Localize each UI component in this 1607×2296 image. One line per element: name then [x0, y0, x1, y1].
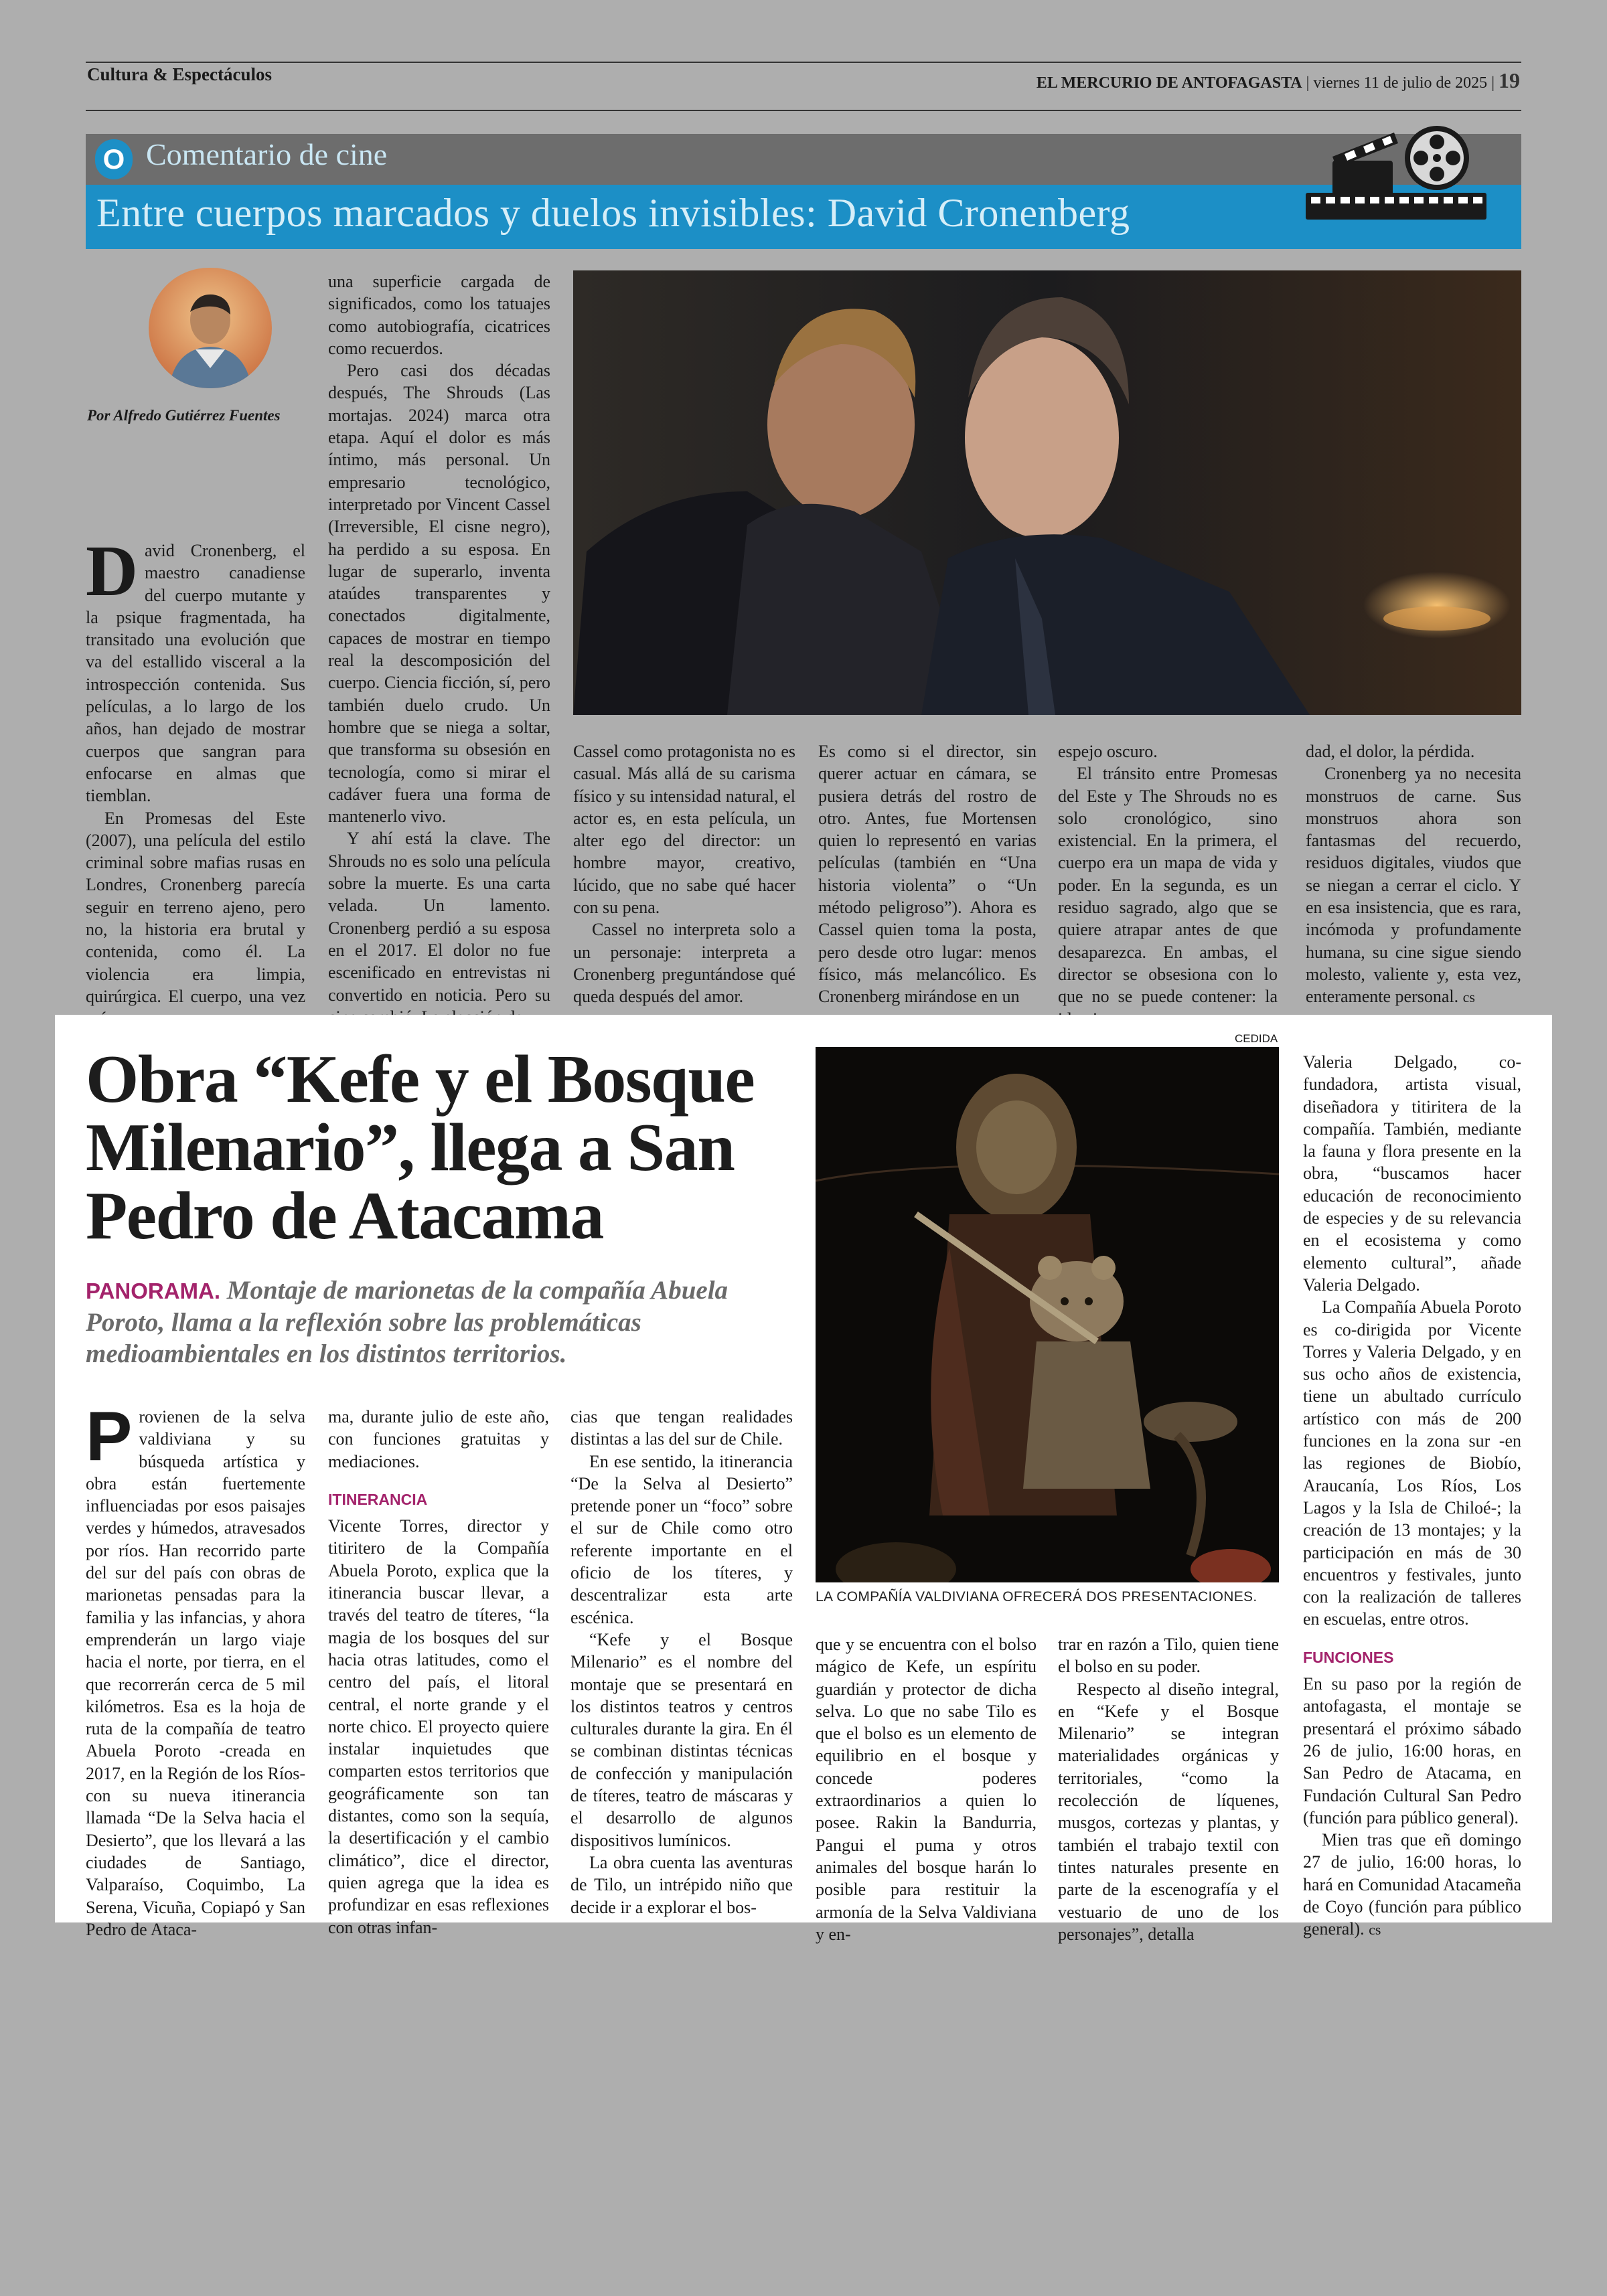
- paragraph-text: Mien tras que eñ domingo 27 de julio, 16:00 horas, lo hará en Comunidad Atacameña de Coyo (función para público general).: [1303, 1830, 1521, 1939]
- paragraph: una superficie cargada de significados, como los tatuajes como autobiografía, cicatrices como recuerdos.: [328, 272, 550, 358]
- paragraph: “Kefe y el Bosque Milenario” es el nombre del montaje que se presentará en los distintos teatros y centros culturales durante la gira. En él se combinan distintas técnicas de confección y manipulación de títeres, teatro de máscaras y el desarrollo de algunos dispositivos lumínicos.: [570, 1629, 793, 1850]
- opinion-badge: O: [95, 139, 133, 179]
- header-rule-top: [86, 62, 1521, 63]
- puppet-photo: [816, 1047, 1279, 1582]
- subhead-itinerancia: ITINERANCIA: [328, 1490, 428, 1508]
- dropcap: D: [86, 531, 138, 611]
- author-avatar: [149, 268, 272, 388]
- paragraph: Pero casi dos décadas después, The Shrouds (Las mortajas. 2024) marca otra etapa. Aquí el dolor es más íntimo, más personal. Un empresario tecnológico, interpretado por Vincent Cassel (Irreversible, El cisne negro), ha perdido a su esposa. En lugar de superarlo, inventa ataúdes transparentes y conectados digitalmente, capaces de mostrar en tiempo real la descomposición del cuerpo. Ciencia ficción, sí, pero también duelo crudo. Un hombre que se niega a soltar, que transforma su obsesión en tecnología, como si mirar el cadáver fuera una forma de mantenerlo vivo.: [328, 361, 550, 827]
- photo-caption: LA COMPAÑÍA VALDIVIANA OFRECERÁ DOS PRESENTACIONES.: [816, 1589, 1257, 1605]
- paragraph: [1306, 762, 1521, 1008]
- paragraph: La Compañía Abuela Poroto es co-dirigida por Vicente Torres y Valeria Delgado, y en sus ocho años de existencia, tiene un abultado currículo artístico con más de 200 funciones en la zona sur -en las regiones de Biobío, Araucanía, Los Ríos, Los Lagos y la Isla de Chiloé-; la creación de 13 montajes; y la participación en más de 30 encuentros y festivales, junto con la realización de talleres en escuelas, entre otros.: [1303, 1297, 1521, 1629]
- puppet-deck: [86, 1275, 775, 1370]
- dropcap: P: [86, 1398, 133, 1475]
- paragraph: Vicente Torres, director y titiritero de la Compañía Abuela Poroto, explica que la itinerancia buscar llevar, a través del teatro de títeres, “la magia de los bosques del sur hacia otras latitudes, como el centro del país, el litoral central, el norte grande y el norte chico. El proyecto quiere instalar inquietudes que comparten estos territorios que geográficamente son tan distantes, como son la sequía, la desertificación y el cambio climático”, dice el director, quien agrega que la idea es profundizar en esas reflexiones con otras infan-: [328, 1516, 549, 1937]
- paragraph: Valeria Delgado, co-fundadora, artista visual, diseñadora y titiritera de la compañía. También, mediante la fauna y flora presente en la obra, “buscamos hacer educación de reconocimiento de especies y de su relevancia en el ecosistema y como elemento cultural”, añade Valeria Delgado.: [1303, 1052, 1521, 1295]
- deck-keyword: PANORAMA.: [86, 1279, 221, 1303]
- header-rule-bottom: [86, 110, 1521, 111]
- film-column-1: [86, 531, 305, 1030]
- paragraph: El tránsito entre Promesas del Este y The Shrouds no es solo cronológico, sino existencial. En la primera, el cuerpo era un mapa de vida y poder. En la segunda, es un residuo sagrado, algo que se quiere atrapar antes de que desaparezca. En ambas, el director se obsesiona con lo que no se puede contener: la: [1058, 764, 1278, 1007]
- photo-credit: CEDIDA: [1235, 1032, 1278, 1045]
- puppet-column-2: [328, 1406, 549, 1939]
- paragraph: rovienen de la selva valdiviana y su búsqueda artística y obra están fuertemente influenciadas por esos paisajes verdes y húmedos, atravesados por ríos. Han recorrido parte del sur del país con obras de marionetas pensadas para la familia y las infancias, y ahora emprenderán un largo viaje hacia el norte, por tierra, en el que recorrerán cerca de 5 mil kilómetros. Esa es la hoja de ruta de la compañía de teatro Abuela Poroto -creada en 2017, en la Región de los Ríos- con su nueva itinerancia llamada “De la Selva hacia el Desierto”, que los llevará a las ciudades de Santiago, Valparaíso, Coquimbo, La Serena, Vicuña, Copiapó y San Pedro de Ataca-: [86, 1407, 305, 1939]
- paragraph: avid Cronenberg, el maestro canadiense del cuerpo mutante y la psique fragmentada, ha transitado una evolución que va del estallido visceral a la introspección contenida. Sus películas, a lo largo de los años, han dejado de mostrar cuerpos que sangran para enfocarse en almas que tiemblan.: [86, 541, 305, 806]
- issue-date: viernes 11 de julio de 2025: [1313, 74, 1488, 92]
- paragraph: Respecto al diseño integral, en “Kefe y el Bosque Milenario” se integran materialidades orgánicas y territoriales, “como la recolección de líquenes, musgos, cortezas y plantas, y también el trabajo textil con tintes naturales presente en parte de la escenografía y el vestuario de uno de los personajes”, detalla: [1058, 1679, 1279, 1944]
- paragraph: En ese sentido, la itinerancia “De la Selva al Desierto” pretende poner un “foco” sobre el sur de Chile como otro referente importante en el oficio de los títeres, y descentralizar esta arte escénica.: [570, 1451, 793, 1627]
- paragraph: que y se encuentra con el bolso mágico de Kefe, un espíritu guardián y protector de dicha selva. Lo que no sabe Tilo es que el bolso es un elemento de equilibrio en el bosque y concede poderes extraordinarios a quien lo posee. Rakin la Bandurria, Pangui el puma y otros animales del bosque harán lo posible para restituir la armonía de la Selva Valdiviana y en-: [816, 1635, 1037, 1944]
- paragraph: cias que tengan realidades distintas a las del sur de Chile.: [570, 1407, 793, 1449]
- paragraph-text: Cronenberg ya no necesita monstruos de carne. Sus monstruos ahora son fantasmas del recuerdo, residuos digitales, viudos que se niegan a cerrar el ciclo. Y en esa insistencia, que es rara, incómoda y profundamente humana, su cine sigue siendo molesto, valiente y, esta vez, enteramente personal.: [1306, 764, 1521, 1007]
- subhead-funciones: FUNCIONES: [1303, 1648, 1394, 1666]
- paragraph: Cassel no interpreta solo a un personaje: interpreta a Cronenberg preguntándose qué queda después del amor.: [573, 920, 795, 1007]
- column-label: Comentario de cine: [146, 137, 388, 171]
- film-column-3: [573, 740, 795, 1008]
- film-column-4: [818, 740, 1037, 1008]
- masthead: EL MERCURIO DE ANTOFAGASTA | viernes 11 de julio de 2025 | 19: [1036, 68, 1520, 92]
- paragraph: Y ahí está la clave. The Shrouds no es solo una película sobre la muerte. Es una carta velada. Un lamento. Cronenberg perdió a su esposa en el 2017. El dolor no fue escenificado en entrevistas ni convertido en noticia. Pero su: [328, 829, 550, 1005]
- paragraph: Cassel como protagonista no es casual. Más allá de su carisma físico y su intensidad natural, el actor es, en esta película, un alter ego del director: un hombre mayor, creativo, lúcido, que no sabe qué hacer con su pena.: [573, 742, 795, 918]
- paragraph: ma, durante julio de este año, con funciones gratuitas y mediaciones.: [328, 1407, 549, 1471]
- paragraph: espejo oscuro.: [1058, 742, 1158, 761]
- paragraph: [1303, 1829, 1521, 1941]
- film-column-5: [1058, 740, 1278, 1030]
- paragraph: dad, el dolor, la pérdida.: [1306, 742, 1475, 761]
- puppet-column-5: [1058, 1633, 1279, 1945]
- end-mark: cs: [1462, 989, 1475, 1006]
- puppet-headline: Obra “Kefe y el Bosque Milenario”, llega a San Pedro de Atacama: [86, 1042, 755, 1254]
- paragraph: En su paso por la región de antofagasta, el montaje se presentará el próximo sábado 26 de julio, 16:00 horas, en San Pedro de Atacama, en Fundación Cultural San Pedro (función para público general).: [1303, 1674, 1521, 1827]
- page-number: 19: [1499, 68, 1520, 92]
- paragraph: La obra cuenta las aventuras de Tilo, un intrépido niño que decide ir a explorar el bos-: [570, 1852, 793, 1917]
- film-column-6: [1306, 740, 1521, 1009]
- film-column-2: [328, 270, 550, 1028]
- puppet-column-1: [86, 1398, 305, 1941]
- puppet-column-3: [570, 1406, 793, 1918]
- deck-text: Montaje de marionetas de la compañía Abuela Poroto, llama a la reflexión sobre las problemáticas medioambientales en los distintos territorios.: [86, 1276, 729, 1368]
- end-mark: cs: [1369, 1921, 1381, 1939]
- film-still-photo: [573, 270, 1521, 715]
- byline: Por Alfredo Gutiérrez Fuentes: [87, 407, 281, 424]
- newspaper-name: EL MERCURIO DE ANTOFAGASTA: [1036, 74, 1302, 92]
- puppet-column-4: [816, 1633, 1037, 1945]
- section-label: Cultura & Espectáculos: [87, 64, 272, 84]
- puppet-column-6: [1303, 1051, 1521, 1941]
- paragraph: trar en razón a Tilo, quien tiene el bolso en su poder.: [1058, 1635, 1279, 1677]
- paragraph: En Promesas del Este (2007), una película del estilo criminal sobre mafias rusas en Londres, Cronenberg parecía seguir en terreno ajeno, pero no, la historia era brutal y contenida, como él. La violencia era limpia, quirúrgica. El cuerpo, una vez: [86, 808, 305, 1006]
- paragraph: Es como si el director, sin querer actuar en cámara, se pusiera detrás del rostro de otro. Antes, fue Mortensen quien lo representó en varias películas (también en “Una historia violenta” o “Un método peligroso”). Ahora es Cassel quien toma la posta, pero desde otro lugar: menos físico, más melancólico. Es Cronenberg mirándose en un: [818, 742, 1037, 1007]
- film-article-title: Entre cuerpos marcados y duelos invisibles: David Cronenberg: [96, 191, 1130, 235]
- film-clapperboard-reel-icon: [1306, 114, 1486, 234]
